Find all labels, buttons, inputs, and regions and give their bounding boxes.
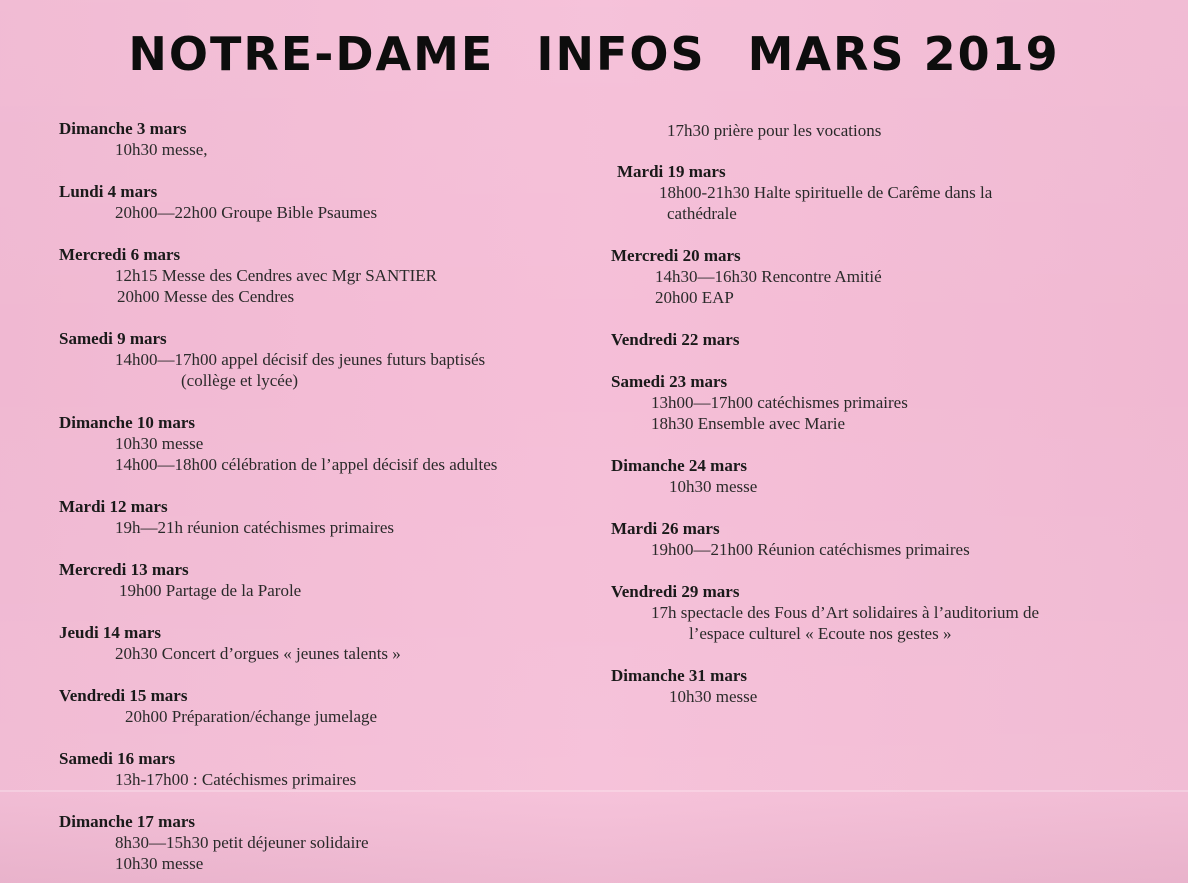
schedule-event-line: 10h30 messe	[115, 434, 204, 453]
schedule-entry	[611, 245, 1171, 308]
schedule-day-heading: Mercredi 13 mars	[59, 560, 189, 579]
schedule-entry	[611, 329, 1171, 350]
schedule-day-heading: Samedi 23 mars	[611, 372, 728, 391]
schedule-day-heading: Vendredi 15 mars	[59, 686, 188, 705]
title-part-infos: INFOS	[536, 27, 706, 81]
schedule-event-line: 14h00—17h00 appel décisif des jeunes futurs baptisés	[115, 350, 486, 369]
schedule-day-heading: Mercredi 20 mars	[611, 246, 741, 265]
schedule-event-line: 20h00—22h00 Groupe Bible Psaumes	[115, 203, 378, 222]
schedule-day-heading: Samedi 16 mars	[59, 749, 176, 768]
title-part-date: MARS 2019	[747, 27, 1060, 81]
schedule-event-line: 10h30 messe	[115, 854, 204, 873]
schedule-day-heading: Mercredi 6 mars	[59, 245, 181, 264]
schedule-event-line: 20h00 EAP	[655, 288, 734, 307]
schedule-entry	[59, 559, 619, 601]
schedule-entry	[611, 371, 1171, 434]
schedule-event-line: 8h30—15h30 petit déjeuner solidaire	[115, 833, 369, 852]
schedule-event-line: 19h00 Partage de la Parole	[119, 581, 302, 600]
schedule-day-heading: Dimanche 31 mars	[611, 666, 747, 685]
schedule-entry	[59, 685, 619, 727]
schedule-event-line: cathédrale	[667, 204, 737, 223]
schedule-day-heading: Dimanche 3 mars	[59, 119, 187, 138]
schedule-day-heading: Dimanche 17 mars	[59, 812, 195, 831]
schedule-event-line: 18h30 Ensemble avec Marie	[651, 414, 846, 433]
page-title	[0, 22, 1188, 86]
schedule-entry	[59, 412, 619, 475]
schedule-day-heading: Mardi 12 mars	[59, 497, 168, 516]
schedule-event-line: 13h00—17h00 catéchismes primaires	[651, 393, 908, 412]
schedule-event-line: 20h00 Messe des Cendres	[117, 287, 295, 306]
schedule-entry	[59, 244, 619, 307]
schedule-event-line: 14h00—18h00 célébration de l’appel décisif des adultes	[115, 455, 498, 474]
schedule-event-line: 18h00-21h30 Halte spirituelle de Carême dans la	[659, 183, 993, 202]
schedule-entry	[59, 811, 619, 874]
schedule-event-line: 17h30 prière pour les vocations	[667, 121, 882, 140]
schedule-event-line: (collège et lycée)	[181, 371, 299, 390]
schedule-entry	[59, 748, 619, 790]
schedule-entry	[59, 622, 619, 664]
schedule-event-line: 19h00—21h00 Réunion catéchismes primaires	[651, 540, 970, 559]
schedule-day-heading: Lundi 4 mars	[59, 182, 158, 201]
schedule-event-line: 10h30 messe,	[115, 140, 208, 159]
schedule-entry	[611, 518, 1171, 560]
schedule-entry	[611, 161, 1171, 224]
schedule-entry	[611, 120, 1171, 141]
schedule-entry	[611, 455, 1171, 497]
schedule-day-heading: Mardi 26 mars	[611, 519, 720, 538]
schedule-entry	[59, 118, 619, 160]
schedule-entry	[59, 496, 619, 538]
schedule-day-heading: Jeudi 14 mars	[59, 623, 161, 642]
schedule-event-line: 20h00 Préparation/échange jumelage	[125, 707, 378, 726]
schedule-day-heading: Vendredi 29 mars	[611, 582, 740, 601]
schedule-event-line: 20h30 Concert d’orgues « jeunes talents »	[115, 644, 401, 663]
schedule-day-heading: Vendredi 22 mars	[611, 330, 740, 349]
schedule-entry	[611, 581, 1171, 644]
schedule-entry	[611, 665, 1171, 707]
schedule-day-heading: Dimanche 24 mars	[611, 456, 747, 475]
schedule-entry	[59, 181, 619, 223]
schedule-event-line: 12h15 Messe des Cendres avec Mgr SANTIER	[115, 266, 437, 285]
schedule-event-line: 19h—21h réunion catéchismes primaires	[115, 518, 395, 537]
schedule-event-line: 17h spectacle des Fous d’Art solidaires à l’auditorium de	[651, 603, 1040, 622]
title-part-notre-dame: NOTRE-DAME	[128, 27, 495, 81]
left-column	[59, 118, 619, 874]
schedule-event-line: 13h-17h00 : Catéchismes primaires	[115, 770, 357, 789]
schedule-day-heading: Samedi 9 mars	[59, 329, 167, 348]
schedule-event-line: 10h30 messe	[669, 477, 758, 496]
schedule-entry	[59, 328, 619, 391]
schedule-event-line: 10h30 messe	[669, 687, 758, 706]
right-column	[611, 120, 1171, 707]
schedule-event-line: 14h30—16h30 Rencontre Amitié	[655, 267, 882, 286]
schedule-day-heading: Mardi 19 mars	[617, 162, 726, 181]
schedule-day-heading: Dimanche 10 mars	[59, 413, 195, 432]
schedule-event-line: l’espace culturel « Ecoute nos gestes »	[689, 624, 952, 643]
